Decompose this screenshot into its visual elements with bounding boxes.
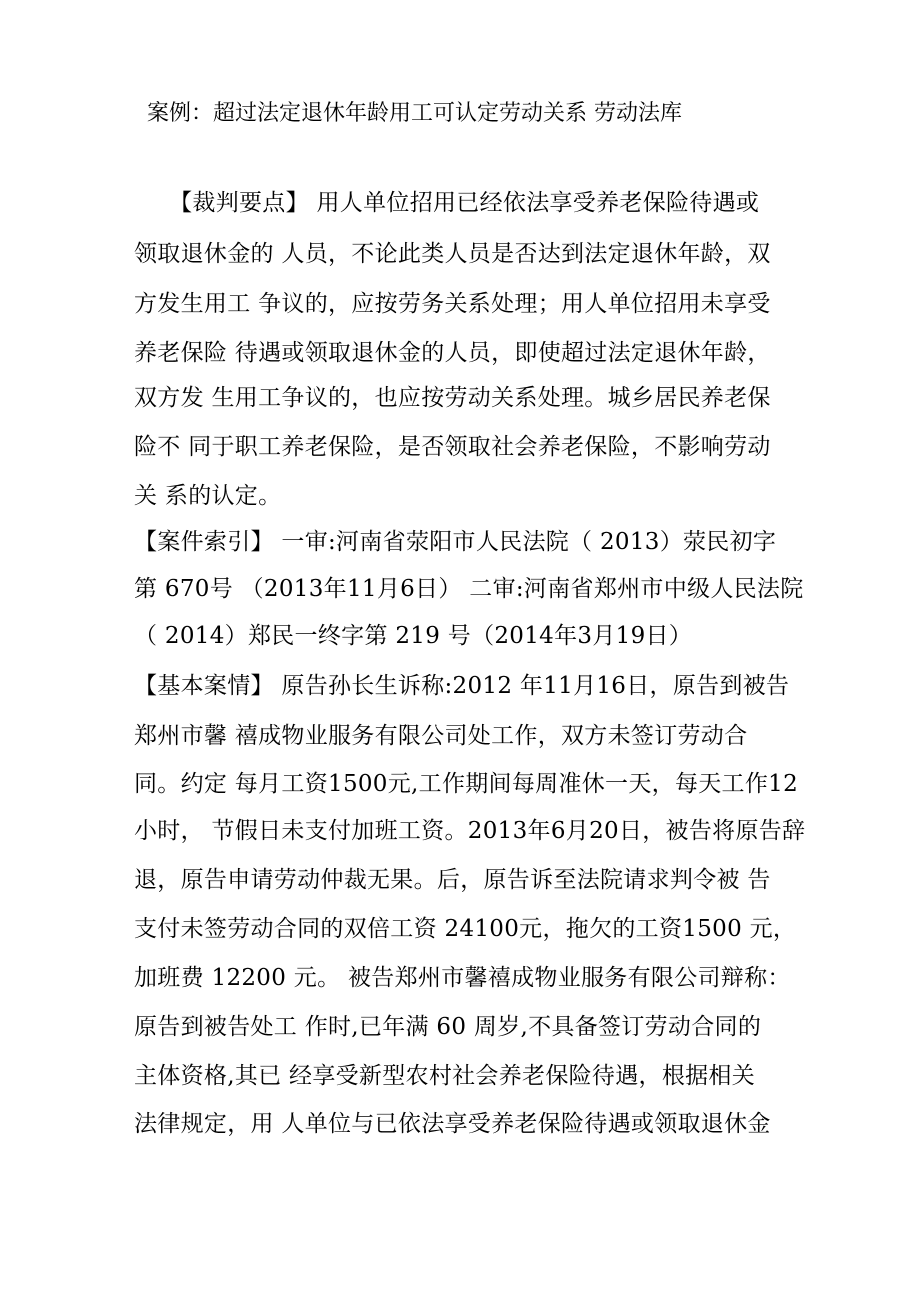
case-index-line: 【案件索引】 一审:河南省荥阳市人民法院（ 2013）荥民初字 xyxy=(134,529,777,555)
case-facts-line: 【基本案情】 原告孙长生诉称:2012 年11月16日，原告到被告 xyxy=(134,673,790,699)
case-index-line: 第 670号 （2013年11月6日） 二审:河南省郑州市中级人民法院 xyxy=(134,576,804,602)
document-title: 案例：超过法定退休年龄用工可认定劳动关系 劳动法库 xyxy=(147,101,682,126)
case-facts-line: 同。约定 每月工资1500元,工作期间每周准休一天，每天工作12 xyxy=(134,771,799,797)
case-facts-line: 主体资格,其已 经享受新型农村社会养老保险待遇，根据相关 xyxy=(134,1063,756,1089)
case-index-line: （ 2014）郑民一终字第 219 号（2014年3月19日） xyxy=(134,623,693,649)
case-facts-line: 原告到被告处工 作时,已年满 60 周岁,不具备签订劳动合同的 xyxy=(134,1014,762,1040)
paragraph-line: 方发生用工 争议的，应按劳务关系处理；用人单位招用未享受 xyxy=(134,291,771,317)
case-facts-line: 法律规定，用 人单位与已依法享受养老保险待遇或领取退休金 xyxy=(134,1111,771,1137)
case-facts-line: 支付未签劳动合同的双倍工资 24100元，拖欠的工资1500 元， xyxy=(134,916,797,942)
paragraph-line: 关 系的认定。 xyxy=(134,483,282,509)
paragraph-line: 养老保险 待遇或领取退休金的人员，即使超过法定退休年龄， xyxy=(134,340,771,366)
case-facts-line: 郑州市馨 禧成物业服务有限公司处工作，双方未签订劳动合 xyxy=(134,723,748,749)
paragraph-line: 【裁判要点】 用人单位招用已经依法享受养老保险待遇或 xyxy=(134,190,760,216)
case-facts-line: 加班费 12200 元。 被告郑州市馨禧成物业服务有限公司辩称： xyxy=(134,965,791,991)
paragraph-line: 险不 同于职工养老保险，是否领取社会养老保险，不影响劳动 xyxy=(134,434,771,460)
case-facts-line: 小时， 节假日未支付加班工资。2013年6月20日，被告将原告辞 xyxy=(134,818,806,844)
case-facts-line: 退，原告申请劳动仲裁无果。后，原告诉至法院请求判令被 告 xyxy=(134,867,771,893)
paragraph-line: 双方发 生用工争议的，也应按劳动关系处理。城乡居民养老保 xyxy=(134,385,771,411)
paragraph-line: 领取退休金的 人员，不论此类人员是否达到法定退休年龄，双 xyxy=(134,241,771,267)
